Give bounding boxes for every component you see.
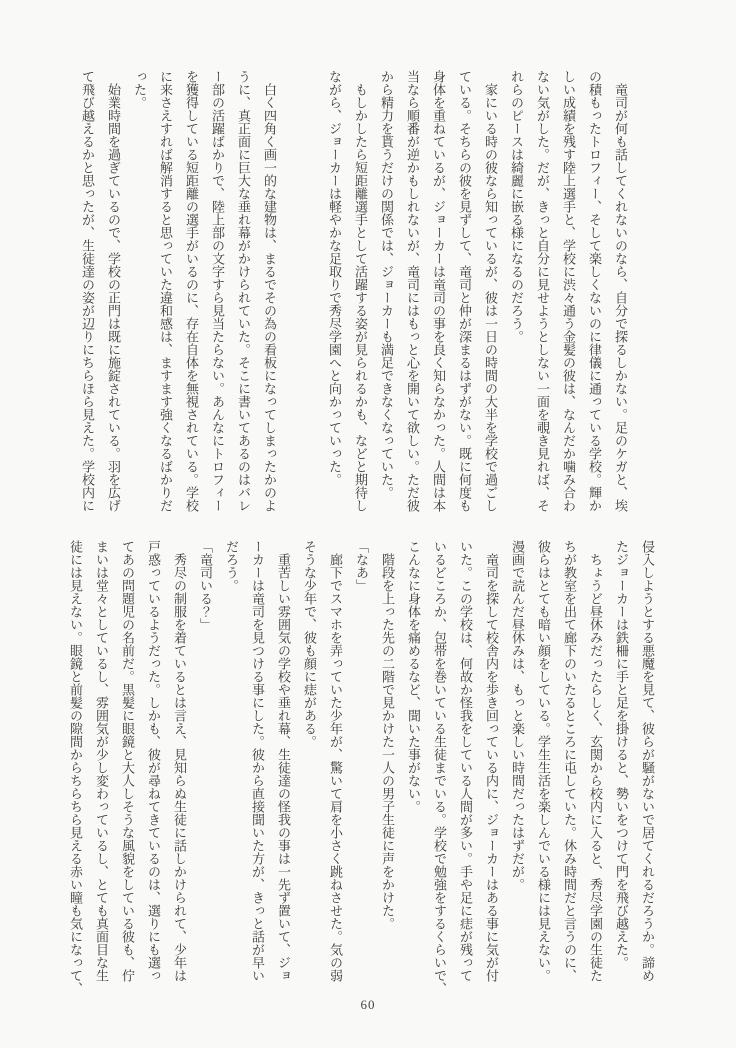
text-column: てあの問題児の名前だ。黒髪に眼鏡と大人しそうな風貌をしている彼も、佇 (120, 540, 135, 982)
text-column: った。 (132, 70, 147, 109)
text-column: に来さえすれば解消すると思っていた違和感は、ますます強くなるばかりだ (158, 70, 173, 512)
text-column: 侵入しようとする悪魔を見て、彼らが騒がないで居てくれるだろうか。諦め (640, 540, 655, 982)
text-column: ない気がした。だが、きっと自分に見せようとしない一面を覗き見れば、そ (535, 70, 550, 512)
text-column: いた。この学校は、何故か怪我をしている人間が多い。手や足に痣が残って (458, 540, 473, 982)
text-column: だろう。 (224, 540, 239, 592)
text-column: を獲得している短距離の選手がいるのに、存在自体を無視されている。学校 (184, 70, 199, 512)
text-column: ている。そちらの彼を見ずして、竜司と仲が深まるはずがない。既に何度も (457, 70, 472, 512)
text-column: 戸惑っているようだった。しかも、彼が尋ねてきているのは、選りにも選っ (146, 540, 161, 982)
text-column: もしかしたら短距離選手として活躍する姿が見られるかも、などと期待し (353, 70, 368, 512)
text-column: しい成績を残す陸上選手と、学校に渋々通う金髪の彼は、なんだか噛み合わ (561, 70, 576, 512)
text-column: 漫画で読んだ昼休みは、もっと楽しい時間だったはずだが。 (510, 540, 525, 891)
text-column: から精力を貰うだけの関係では、ジョーカーも満足できなくなっていた。 (379, 70, 394, 499)
text-column: 家にいる時の彼なら知っているが、彼は一日の時間の大半を学校で過ごし (483, 70, 498, 512)
text-column: 秀尽の制服を着ているとは言え、見知らぬ生徒に話しかけられて、少年は (172, 540, 187, 982)
text-column: ちょうど昼休みだったらしく、玄関から校内に入ると、秀尽学園の生徒た (588, 540, 603, 982)
text-column: 彼らはとても暗い顔をしている。学生生活を楽しんでいる様には見えない。 (536, 540, 551, 982)
text-column: ちが教室を出て廊下のいたるところに屯していた。休み時間だと言うのに、 (562, 540, 577, 982)
text-block-top (74, 70, 633, 512)
text-column: そうな少年で、彼も顔に痣がある。 (302, 540, 317, 748)
text-column: 竜司を探して校舎内を歩き回っている内に、ジョーカーはある事に気が付 (484, 540, 499, 982)
text-column: うに、真正面に巨大な垂れ幕がかけられていた。そこに書いてあるのはバレ (236, 70, 251, 512)
text-column: ーカーは竜司を見つける事にした。彼から直接聞いた方が、きっと話が早い (250, 540, 265, 982)
text-block-bottom (62, 540, 660, 995)
text-column: 「竜司いる？」 (198, 540, 213, 631)
text-column: 当なら順番が逆かもしれないが、竜司にはもっと心を開いて欲しい。ただ彼 (405, 70, 420, 512)
text-column: 階段を上った先の二階で見かけた一人の男子生徒に声をかけた。 (380, 540, 395, 930)
text-column: まいは堂々としているし、雰囲気が少し変わっているし、とても真面目な生 (94, 540, 109, 982)
text-column: の積もったトロフィー、そして楽しくないのに律儀に通っている学校。輝か (587, 70, 602, 512)
text-column: ながら、ジョーカーは軽やかな足取りで秀尽学園へと向かっていった。 (327, 70, 342, 486)
text-column: 重苦しい雰囲気の学校や垂れ幕、生徒達の怪我の事は一先ず置いて、ジョ (276, 540, 291, 982)
text-column: いるどころか、包帯を巻いている生徒までいる。学校で勉強をするくらいで、 (432, 540, 447, 995)
text-column: 竜司が何も話してくれないのなら、自分で探るしかない。足のケガと、埃 (613, 70, 628, 512)
text-column: 身体を重ねているが、ジョーカーは竜司の事を良く知らなかった。人間は本 (431, 70, 446, 512)
text-column: れらのピースは綺麗に嵌る様になるのだろう。 (509, 70, 524, 343)
text-column: たジョーカーは鉄柵に手と足を掛けると、勢いをつけて門を飛び越えた。 (614, 540, 629, 969)
text-column: 「なあ」 (354, 540, 369, 592)
page-number: 60 (360, 997, 376, 1012)
text-column: 白く四角く画一的な建物は、まるでその為の看板になってしまったかのよ (262, 70, 277, 512)
text-column: ー部の活躍ばかりで、陸上部の文字すら見当たらない。あんなにトロフィー (210, 70, 225, 512)
text-column: 廊下でスマホを弄っていた少年が、驚いて肩を小さく跳ねさせた。気の弱 (328, 540, 343, 982)
text-column: 始業時間を過ぎているので、学校の正門は既に施錠されている。羽を広げ (106, 70, 121, 512)
text-column: 徒には見えない。眼鏡と前髪の隙間からちらちら見える赤い瞳も気になって、 (68, 540, 83, 995)
text-column: こんなに身体を痛めるなど、聞いた事がない。 (406, 540, 421, 813)
text-column: て飛び越えるかと思ったが、生徒達の姿が辺りにちらほら見えた。学校内に (80, 70, 95, 512)
